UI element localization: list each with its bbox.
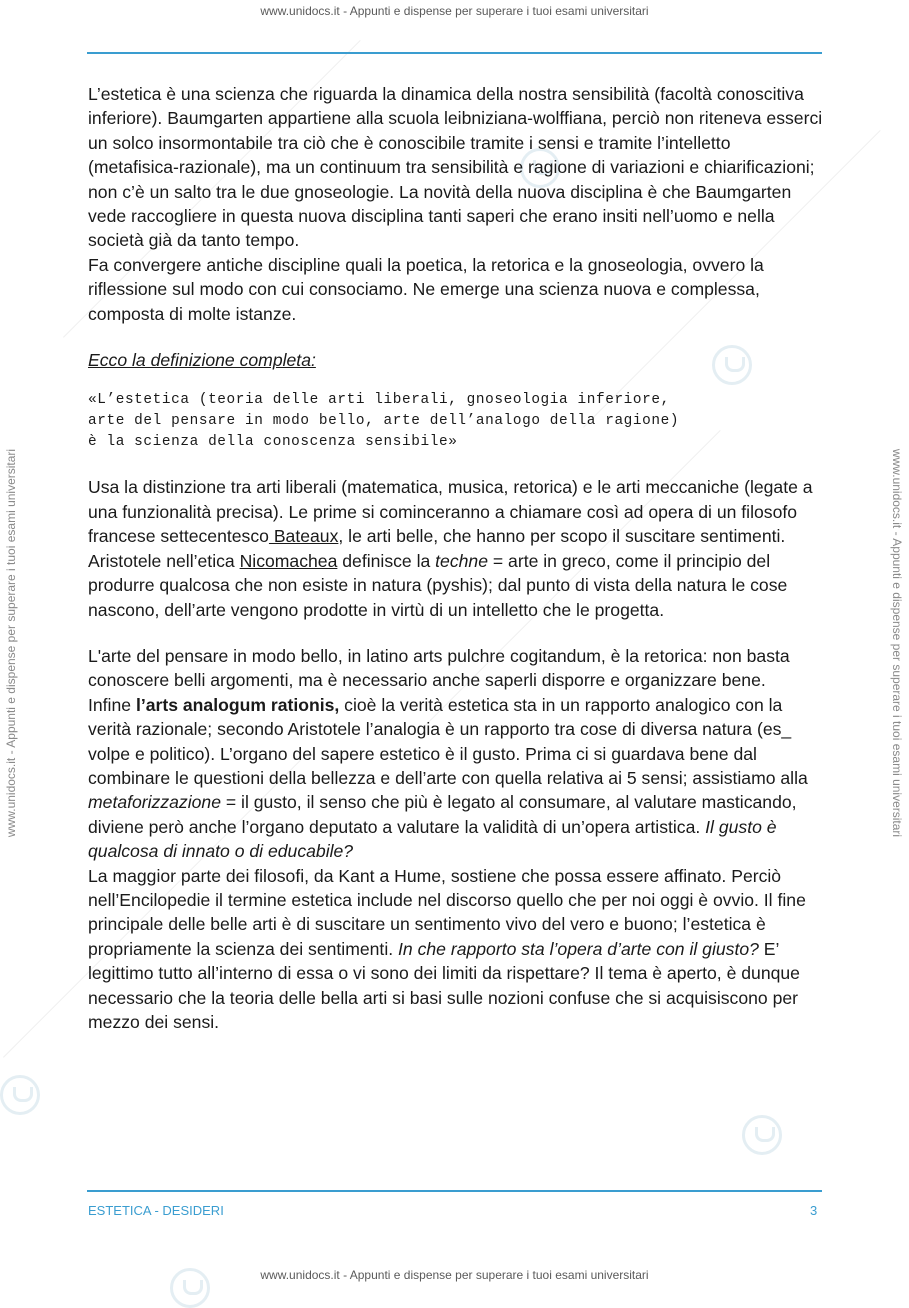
paragraph-convergence: Fa convergere antiche discipline quali la poetica, la retorica e la gnoseologia, ovvero la riflessione sul modo con cui consociamo. Ne emerge una scienza nuova e complessa, composta di molte istanze. (88, 254, 764, 324)
quote-line: è la scienza della conoscenza sensibile» (88, 434, 458, 451)
bateaux-link[interactable]: Bateaux (268, 526, 339, 547)
footer-title: ESTETICA - DESIDERI (88, 1203, 224, 1218)
paragraph-estetica-intro: L’estetica è una scienza che riguarda la dinamica della nostra sensibilità (facoltà conoscitiva inferiore). Baumgarten appartiene alla scuola leibniziana-wolffiana, perciò non riteneva esserci un solco insormontabile tra ciò che è conoscibile tramite i sensi e tramite l’intelletto (metafisica-razionale), ma un continuum tra sensibilità e ragione di variazioni e chiarificazioni; non c’è un salto tra le due gnoseologie. La novità della nuova disciplina è che Baumgarten vede raccogliere in questa nuova disciplina tanti saperi che erano insiti nell’uomo e nella società già da tanto tempo. (88, 84, 823, 251)
techne-term: techne (435, 550, 488, 571)
question-giusto: In che rapporto sta l’opera d’arte con il giusto? (398, 938, 759, 959)
bold-term: l’arts analogum rationis, (135, 694, 340, 715)
header-watermark: www.unidocs.it - Appunti e dispense per superare i tuoi esami universitari (260, 4, 649, 18)
footer-divider (87, 1190, 822, 1192)
paragraph-analogum (88, 693, 823, 864)
metaforizzazione-term: metaforizzazione (88, 792, 221, 813)
text-span: , le arti belle, che hanno per scopo il suscitare sentimenti. Aristotele nell’etica (88, 526, 786, 571)
watermark-logo-icon (0, 1075, 40, 1115)
right-side-watermark: www.unidocs.it - Appunti e dispense per superare i tuoi esami universitari (890, 448, 904, 838)
definition-quote (88, 390, 823, 453)
nicomachea-link[interactable]: Nicomachea (239, 550, 338, 571)
paragraph-filosofi (88, 864, 823, 1035)
quote-line: «L’estetica (teoria delle arti liberali, gnoseologia inferiore, (88, 392, 670, 409)
watermark-logo-icon (742, 1115, 782, 1155)
footer-watermark: www.unidocs.it - Appunti e dispense per superare i tuoi esami universitari (260, 1268, 649, 1282)
text-span: definisce la (337, 550, 436, 571)
text-span: cioè la verità estetica sta in un rapporto analogico con la verità razionale; secondo Aristotele l’analogia è un rapporto tra cose di diversa natura (es_ volpe e politico). L’organo del sapere estetico è il gusto. Prima ci si guardava bene dal combinare le questioni della bellezza e dell’arte con quella relativa ai 5 sensi; assistiamo alla (88, 694, 808, 788)
document-body (88, 82, 823, 1034)
page-number: 3 (810, 1203, 818, 1218)
text-span: = arte in greco, come il principio del produrre qualcosa che non esiste in natura (pyshis); dal punto di vista della natura le cose nascono, dell’arte vengono prodotte in virtù di un intelletto che le progetta. (88, 550, 788, 620)
text-span: La maggior parte dei filosofi, da Kant a Hume, sostiene che possa essere affinato. Perciò nell’Encilopedie il termine estetica include nel discorso quello che per noi oggi è ovvio. Il fine principale delle belle arti è di suscitare un sentimento vivo del vero e buono; l’estetica è propriamente la scienza dei sentimenti. (88, 865, 806, 959)
text-span: Infine (88, 694, 136, 715)
paragraph-retorica: L'arte del pensare in modo bello, in latino arts pulchre cogitandum, è la retorica: non basta conoscere belli argomenti, ma è necessario anche saperli disporre e organizzare bene. (88, 645, 790, 691)
text-span: E’ legittimo tutto all’interno di essa o vi sono dei limiti da rispettare? Il tema è aperto, è dunque necessario che la teoria delle bella arti si basi sulle nozioni confuse che si acquisiscono per mezzo dei sensi. (88, 938, 800, 1032)
text-span: Usa la distinzione tra arti liberali (matematica, musica, retorica) e le arti meccaniche (legate a una funzionalità precisa). Le prime si cominceranno a chiamare così ad opera di un filosofo francese settecentesco (88, 477, 813, 547)
question-gusto: Il gusto è qualcosa di innato o di educabile? (88, 816, 777, 862)
section-heading: Ecco la definizione completa: (88, 350, 316, 371)
left-side-watermark: www.unidocs.it - Appunti e dispense per superare i tuoi esami universitari (4, 448, 18, 838)
text-span: = il gusto, il senso che più è legato al consumare, al valutare masticando, diviene però anche l’organo deputato a valutare la validità di un’opera artistica. (88, 792, 797, 837)
header-divider (87, 52, 822, 54)
paragraph-arti-liberali (88, 475, 823, 621)
quote-line: arte del pensare in modo bello, arte dell’analogo della ragione) (88, 413, 680, 430)
